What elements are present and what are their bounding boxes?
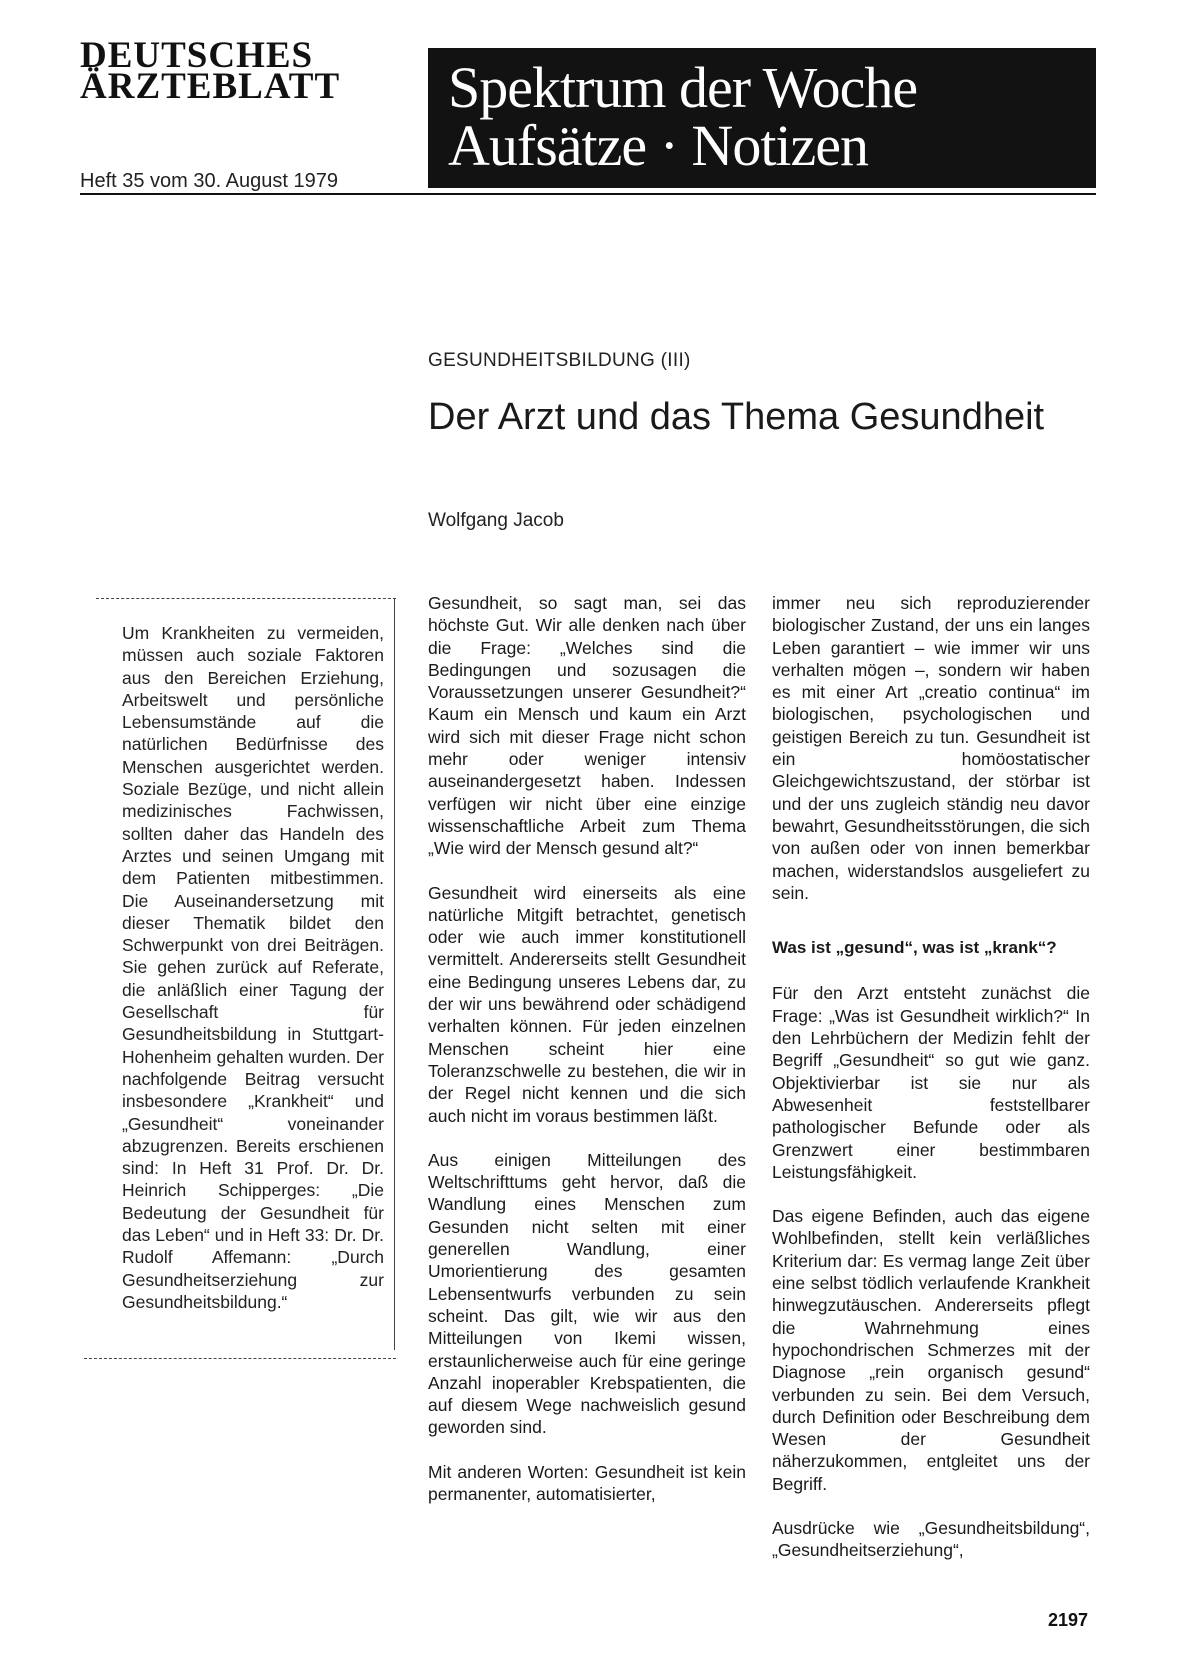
header-rule bbox=[80, 193, 1096, 195]
intro-text: Um Krankheiten zu vermeiden, müssen auch soziale Faktoren aus den Bereichen Erziehung, Arbeitswelt und persönliche Lebensumstände auf die natürlichen Bedürfnisse des Menschen ausgerichtet werden. Soziale Bezüge, und nicht allein medizinisches Fachwissen, sollten daher das Handeln des Arztes und seinen Umgang mit dem Patienten mitbestimmen. Die Auseinandersetzung mit dieser Thematik bildet den Schwerpunkt von drei Beiträgen. Sie gehen zurück auf Referate, die anläßlich einer Tagung der Gesellschaft für Gesundheitsbildung in Stuttgart-Hohenheim gehalten wurden. Der nachfolgende Beitrag versucht insbesondere „Krankheit“ und „Gesundheit“ voneinander abzugrenzen. Bereits erschienen sind: In Heft 31 Prof. Dr. Dr. Heinrich Schipperges: „Die Bedeutung der Gesundheit für das Leben“ und in Heft 33: Dr. Dr. Rudolf Affemann: „Durch Gesundheitserziehung zur Gesundheitsbildung.“ bbox=[122, 623, 384, 1312]
banner-line1: Spektrum der Woche bbox=[448, 55, 918, 120]
intro-box-top-rule bbox=[96, 598, 396, 599]
article-title: Der Arzt und das Thema Gesundheit bbox=[428, 396, 1045, 438]
paragraph: Gesundheit, so sagt man, sei das höchste Gut. Wir alle denken nach über die Frage: „Welches sind die Bedingungen und sozusagen die Voraussetzungen unserer Gesundheit?“ Kaum ein Mensch und kaum ein Arzt wird sich mit dieser Frage nicht schon mehr oder weniger intensiv auseinandergesetzt haben. Indessen verfügen wir nicht über eine einzige wissenschaftliche Arbeit zum Thema „Wie wird der Mensch gesund alt?“ bbox=[428, 593, 746, 859]
masthead-title-line1: DEUTSCHES bbox=[80, 35, 314, 76]
masthead-title bbox=[80, 35, 400, 107]
intro-box bbox=[84, 598, 396, 1358]
paragraph: immer neu sich reproduzierender biologischer Zustand, der uns ein langes Leben garantiert – wie immer wir uns verhalten mögen –, sondern wir haben es mit einer Art „creatio continua“ im biologischen, psychologischen und geistigen Bereich zu tun. Gesundheit ist ein homöostatischer Gleichgewichtszustand, der störbar ist und der uns zugleich ständig neu davor bewahrt, Gesundheitsstörungen, die sich von außen oder von innen bemerkbar machen, widerstandslos ausgeliefert zu sein. bbox=[772, 593, 1090, 903]
section-banner bbox=[428, 48, 1096, 188]
paragraph: Das eigene Befinden, auch das eigene Wohlbefinden, stellt kein verläßliches Kriterium dar: Es vermag lange Zeit über eine selbst tödlich verlaufende Krankheit hinwegzutäuschen. Andererseits pflegt die Wahrnehmung eines hypochondrischen Schmerzes mit der Diagnose „rein organisch gesund“ verbunden zu sein. Bei dem Versuch, durch Definition oder Beschreibung dem Wesen der Gesundheit näherzukommen, entgleitet uns der Begriff. bbox=[772, 1206, 1090, 1494]
column-middle bbox=[428, 592, 746, 1527]
intro-box-right-rule bbox=[394, 598, 395, 1350]
paragraph: Ausdrücke wie „Gesundheitsbildung“, „Gesundheitserziehung“, bbox=[772, 1517, 1090, 1561]
issue-line: Heft 35 vom 30. August 1979 bbox=[80, 170, 338, 192]
article-kicker: GESUNDHEITSBILDUNG (III) bbox=[428, 350, 691, 371]
article-author: Wolfgang Jacob bbox=[428, 510, 564, 531]
paragraph: Für den Arzt entsteht zunächst die Frage: „Was ist Gesundheit wirklich?“ In den Lehrbüchern der Medizin fehlt der Begriff „Gesundheit“ so gut wie ganz. Objektivierbar ist sie nur als Abwesenheit feststellbarer pathologischer Befunde oder als Grenzwert einer bestimmbaren Leistungsfähigkeit. bbox=[772, 983, 1090, 1182]
paragraph: Aus einigen Mitteilungen des Weltschrifttums geht hervor, daß die Wandlung eines Menschen zum Gesunden nicht selten mit einer generellen Wandlung, einer Umorientierung des gesamten Lebensentwurfs verbunden zu sein scheint. Das gilt, wie wir aus den Mitteilungen von Ikemi wissen, erstaunlicherweise auch für eine geringe Anzahl inoperabler Krebspatienten, die auf diesem Wege nachweislich gesund geworden sind. bbox=[428, 1149, 746, 1438]
page-number: 2197 bbox=[1048, 1610, 1089, 1630]
paragraph: Mit anderen Worten: Gesundheit ist kein permanenter, automatisierter, bbox=[428, 1461, 746, 1504]
paragraph: Gesundheit wird einerseits als eine natürliche Mitgift betrachtet, genetisch oder wie auch immer konstitutionell vermittelt. Andererseits stellt Gesundheit eine Bedingung unseres Lebens dar, zu der wir uns bewährend oder schädigend verhalten können. Für jeden einzelnen Menschen scheint hier eine Toleranzschwelle zu bestehen, die wir in der Regel nicht kennen und die sich auch nicht im voraus bestimmen läßt. bbox=[428, 882, 746, 1126]
banner-line2: Aufsätze · Notizen bbox=[448, 113, 869, 178]
masthead-title-line2: ÄRZTEBLATT bbox=[80, 66, 341, 107]
section-subheading: Was ist „gesund“, was ist „krank“? bbox=[772, 938, 1057, 958]
intro-box-bottom-rule bbox=[84, 1358, 396, 1359]
column-right bbox=[772, 592, 1090, 1584]
